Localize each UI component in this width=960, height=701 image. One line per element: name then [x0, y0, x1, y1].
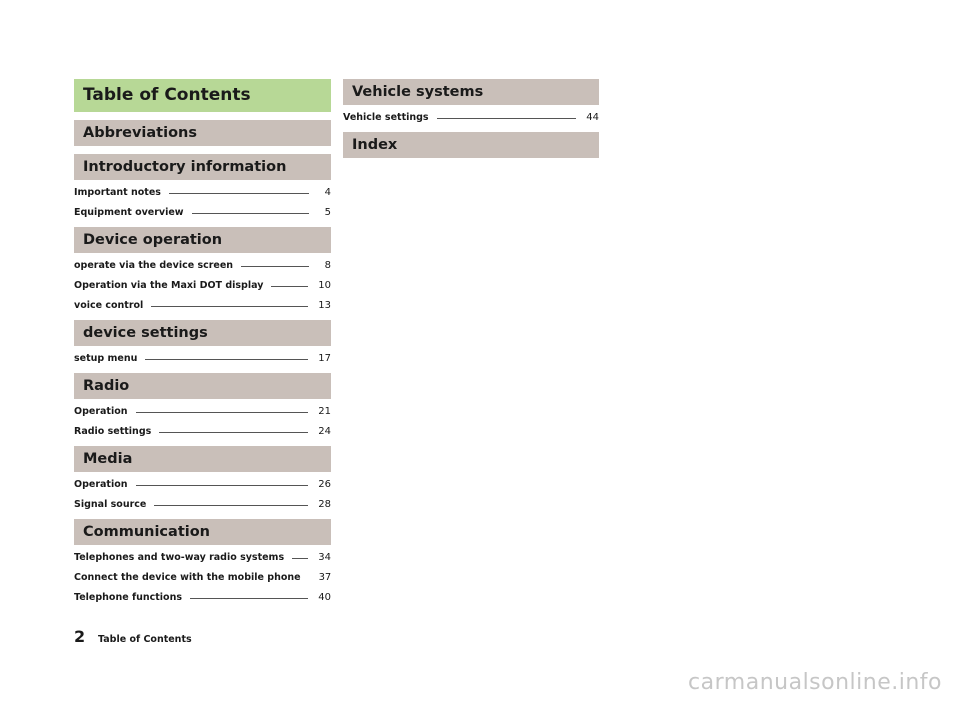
section-vehicle-systems[interactable]: Vehicle systems: [343, 79, 599, 105]
toc-entry[interactable]: [74, 401, 331, 421]
toc-entry[interactable]: [74, 587, 331, 607]
entry-label: Telephone functions: [74, 591, 182, 603]
entry-page: 34: [318, 551, 331, 563]
entry-page: 28: [318, 498, 331, 510]
watermark: carmanualsonline.info: [688, 670, 942, 695]
leader-line: [190, 598, 308, 599]
entry-label: Operation: [74, 405, 128, 417]
entry-page: 37: [318, 571, 332, 583]
entry-label: Operation: [74, 478, 128, 490]
toc-entry[interactable]: [74, 275, 331, 295]
section-radio[interactable]: Radio: [74, 373, 331, 399]
page-number: 2: [74, 627, 86, 646]
entry-label: setup menu: [74, 352, 138, 364]
footer-label: Table of Contents: [98, 634, 192, 645]
leader-line: [192, 213, 309, 214]
toc-entry[interactable]: [74, 202, 331, 222]
entry-page: 40: [318, 591, 331, 603]
leader-line: [154, 505, 308, 506]
entry-label: voice control: [74, 299, 144, 311]
toc-entry[interactable]: [74, 295, 331, 315]
leader-line: [136, 485, 309, 486]
leader-line: [151, 306, 308, 307]
toc-entry[interactable]: [74, 567, 331, 587]
entry-label: Radio settings: [74, 425, 152, 437]
entry-label: Signal source: [74, 498, 147, 510]
entry-label: Important notes: [74, 186, 161, 198]
toc-entry[interactable]: [74, 421, 331, 441]
entry-label: Operation via the Maxi DOT display: [74, 279, 264, 291]
section-communication[interactable]: Communication: [74, 519, 331, 545]
section-device-settings[interactable]: device settings: [74, 320, 331, 346]
toc-left-column: [74, 79, 331, 607]
entry-page: 44: [586, 111, 599, 123]
toc-entry[interactable]: [74, 474, 331, 494]
toc-entry[interactable]: [74, 494, 331, 514]
section-media[interactable]: Media: [74, 446, 331, 472]
entry-page: 26: [318, 478, 331, 490]
toc-entry[interactable]: [74, 255, 331, 275]
entry-page: 5: [324, 206, 331, 218]
entry-page: 17: [318, 352, 331, 364]
entry-label: Equipment overview: [74, 206, 184, 218]
entry-label: Vehicle settings: [343, 111, 429, 123]
toc-entry[interactable]: [343, 107, 599, 127]
page-footer: [74, 627, 192, 646]
leader-line: [169, 193, 309, 194]
section-device-operation[interactable]: Device operation: [74, 227, 331, 253]
section-index[interactable]: Index: [343, 132, 599, 158]
toc-right-column: [343, 79, 599, 158]
entry-label: operate via the device screen: [74, 259, 234, 271]
entry-label: Telephones and two-way radio systems: [74, 551, 285, 563]
leader-line: [437, 118, 577, 119]
toc-title: Table of Contents: [74, 79, 331, 112]
leader-line: [159, 432, 308, 433]
entry-page: 21: [318, 405, 331, 417]
entry-page: 24: [318, 425, 331, 437]
entry-page: 13: [318, 299, 331, 311]
leader-line: [271, 286, 308, 287]
toc-entry[interactable]: [74, 182, 331, 202]
leader-line: [136, 412, 309, 413]
leader-line: [145, 359, 308, 360]
entry-page: 10: [318, 279, 331, 291]
entry-page: 4: [324, 186, 331, 198]
leader-line: [292, 558, 308, 559]
leader-line: [241, 266, 309, 267]
entry-page: 8: [324, 259, 331, 271]
section-abbreviations[interactable]: Abbreviations: [74, 120, 331, 146]
toc-entry[interactable]: [74, 348, 331, 368]
toc-entry[interactable]: [74, 547, 331, 567]
entry-label: Connect the device with the mobile phone: [74, 571, 301, 583]
section-introductory-information[interactable]: Introductory information: [74, 154, 331, 180]
